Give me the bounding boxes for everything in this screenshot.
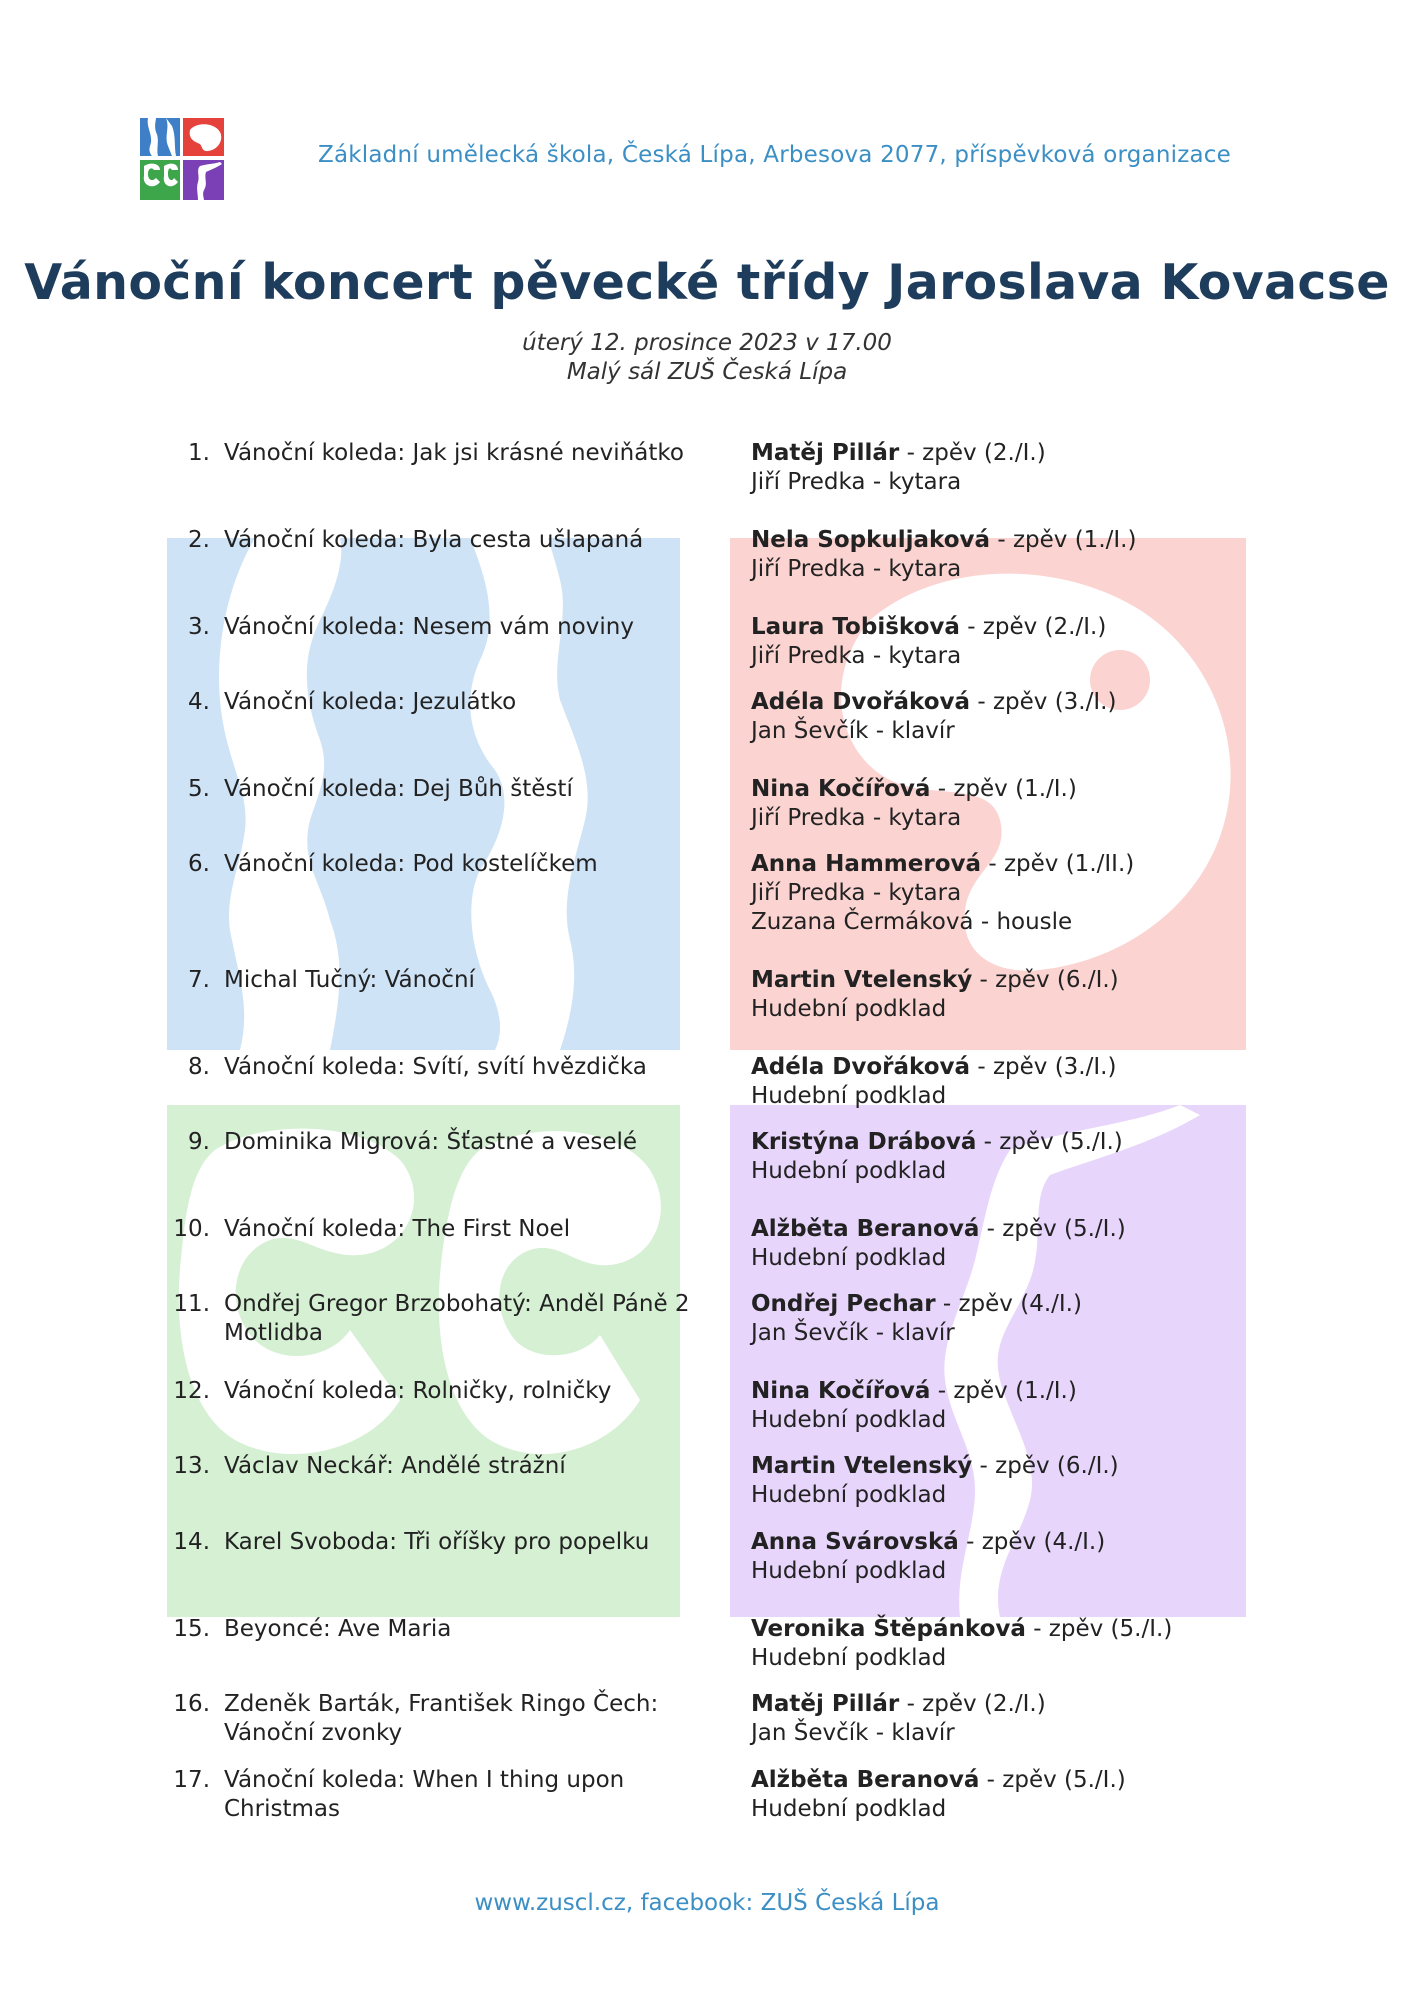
performer-line (751, 1557, 1351, 1586)
program-item-piece: Vánoční koleda: Byla cesta ušlapaná (224, 527, 644, 553)
performer-detail: - zpěv (2./I.) (959, 614, 1107, 640)
performer-line (751, 1244, 1351, 1273)
program-item-piece: Vánoční koleda: Dej Bůh štěstí (224, 776, 573, 802)
performer-detail: Hudební podklad (751, 1158, 947, 1184)
organization-name: Základní umělecká škola, Česká Lípa, Arbesova 2077, příspěvková organizace (318, 142, 1231, 168)
performer-name: Anna Svárovská (751, 1529, 959, 1555)
program-item-performers (751, 1690, 1351, 1748)
program-item-number: 16. (173, 1691, 210, 1717)
performer-line (751, 1719, 1351, 1748)
performer-line (751, 995, 1351, 1024)
program-item-number: 17. (173, 1767, 210, 1793)
program-item-number: 9. (188, 1129, 210, 1155)
performer-detail: Zuzana Čermáková - housle (751, 909, 1073, 935)
program-item-number: 8. (188, 1054, 210, 1080)
performer-line (751, 717, 1351, 746)
performer-detail: - zpěv (1./I.) (990, 527, 1137, 553)
event-datetime: úterý 12. prosince 2023 v 17.00 (522, 330, 892, 356)
program-item-performers (751, 688, 1351, 746)
performer-line (751, 1082, 1351, 1111)
program-item-piece: Vánoční koleda: Jak jsi krásné neviňátko (224, 440, 684, 466)
performer-detail: - zpěv (3./I.) (970, 689, 1117, 715)
program-item-piece: Václav Neckář: Andělé strážní (224, 1453, 566, 1479)
program-item-piece: Vánoční koleda: When I thing upon Christmas (224, 1767, 625, 1822)
performer-name: Martin Vtelenský (751, 967, 973, 993)
program-item-piece: Vánoční koleda: Svítí, svítí hvězdička (224, 1054, 647, 1080)
program-item-performers (751, 1766, 1351, 1824)
program-item-number: 6. (188, 851, 210, 877)
performer-name: Adéla Dvořáková (751, 689, 971, 715)
performer-name: Martin Vtelenský (751, 1453, 973, 1479)
performer-line (751, 1766, 1351, 1795)
performer-name: Matěj Pillár (751, 440, 900, 466)
performer-line (751, 1452, 1351, 1481)
performer-detail: Hudební podklad (751, 1558, 947, 1584)
performer-line (751, 1690, 1351, 1719)
program-item-piece: Vánoční koleda: Jezulátko (224, 689, 517, 715)
program-item-performers (751, 1528, 1351, 1586)
performer-line (751, 613, 1351, 642)
performer-line (751, 966, 1351, 995)
program-item-number: 13. (173, 1453, 210, 1479)
program-item-number: 1. (188, 440, 210, 466)
performer-name: Matěj Pillár (751, 1691, 900, 1717)
program-item-performers (751, 966, 1351, 1024)
performer-line (751, 468, 1351, 497)
program-item-piece: Vánoční koleda: Rolničky, rolničky (224, 1378, 612, 1404)
event-venue: Malý sál ZUŠ Česká Lípa (566, 359, 848, 385)
performer-line (751, 1528, 1351, 1557)
performer-detail: Jan Ševčík - klavír (751, 718, 955, 744)
program-item-piece: Vánoční koleda: The First Noel (224, 1216, 571, 1242)
program-item-performers (751, 1615, 1351, 1673)
performer-detail: Jan Ševčík - klavír (751, 1720, 955, 1746)
performer-line (751, 526, 1351, 555)
performer-name: Nela Sopkuljaková (751, 527, 991, 553)
performer-detail: - zpěv (4./I.) (935, 1291, 1082, 1317)
program-item-performers (751, 526, 1351, 584)
program-item-number: 7. (188, 967, 210, 993)
program-item-performers (751, 1215, 1351, 1273)
performer-detail: - zpěv (5./I.) (979, 1767, 1126, 1793)
performer-detail: - zpěv (1./I.) (930, 1378, 1077, 1404)
performer-line (751, 1481, 1351, 1510)
performer-line (751, 850, 1351, 879)
program-item-performers (751, 1377, 1351, 1435)
program-item-performers (751, 439, 1351, 497)
performer-line (751, 1406, 1351, 1435)
performer-detail: Hudební podklad (751, 1796, 947, 1822)
performer-name: Nina Kočířová (751, 1378, 931, 1404)
performer-line (751, 1215, 1351, 1244)
performer-line (751, 1128, 1351, 1157)
performer-line (751, 439, 1351, 468)
program-item-number: 5. (188, 776, 210, 802)
program-item-performers (751, 775, 1351, 833)
program-item-piece: Dominika Migrová: Šťastné a veselé (224, 1129, 638, 1155)
program-item-performers (751, 1452, 1351, 1510)
performer-name: Adéla Dvořáková (751, 1054, 971, 1080)
performer-line (751, 908, 1351, 937)
performer-detail: Jiří Predka - kytara (751, 880, 962, 906)
performer-line (751, 1319, 1351, 1348)
performer-detail: - zpěv (6./I.) (972, 967, 1119, 993)
page-title: Vánoční koncert pěvecké třídy Jaroslava Kovacse (24, 254, 1390, 311)
performer-detail: - zpěv (1./I.) (930, 776, 1077, 802)
performer-name: Alžběta Beranová (751, 1216, 980, 1242)
school-logo (140, 118, 224, 200)
program-item-performers (751, 1128, 1351, 1186)
footer-links: www.zuscl.cz, facebook: ZUŠ Česká Lípa (474, 1890, 940, 1916)
program-item-piece: Vánoční koleda: Nesem vám noviny (224, 614, 634, 640)
performer-detail: - zpěv (2./I.) (899, 440, 1046, 466)
performer-line (751, 775, 1351, 804)
performer-name: Laura Tobišková (751, 614, 960, 640)
program-item-number: 3. (188, 614, 210, 640)
performer-line (751, 1377, 1351, 1406)
performer-name: Alžběta Beranová (751, 1767, 980, 1793)
performer-line (751, 1157, 1351, 1186)
performer-name: Veronika Štěpánková (751, 1616, 1026, 1642)
performer-detail: Hudební podklad (751, 1645, 947, 1671)
program-item-performers (751, 850, 1351, 937)
performer-line (751, 642, 1351, 671)
program-item-piece: Beyoncé: Ave Maria (224, 1616, 452, 1642)
performer-detail: - zpěv (2./I.) (899, 1691, 1046, 1717)
performer-line (751, 688, 1351, 717)
program-item-piece: Vánoční koleda: Pod kostelíčkem (224, 851, 598, 877)
program-item-performers (751, 1053, 1351, 1111)
performer-detail: - zpěv (3./I.) (970, 1054, 1117, 1080)
performer-detail: Hudební podklad (751, 996, 947, 1022)
performer-line (751, 804, 1351, 833)
performer-detail: - zpěv (1./II.) (981, 851, 1135, 877)
program-item-number: 15. (173, 1616, 210, 1642)
program-item-piece: Karel Svoboda: Tři oříšky pro popelku (224, 1529, 650, 1555)
performer-detail: Jiří Predka - kytara (751, 643, 962, 669)
performer-detail: Hudební podklad (751, 1407, 947, 1433)
performer-line (751, 879, 1351, 908)
performer-detail: Jiří Predka - kytara (751, 556, 962, 582)
program-item-performers (751, 1290, 1351, 1348)
performer-detail: - zpěv (5./I.) (1025, 1616, 1173, 1642)
program-item-piece: Zdeněk Barták, František Ringo Čech: Vánoční zvonky (224, 1691, 659, 1746)
performer-line (751, 1290, 1351, 1319)
performer-detail: Hudební podklad (751, 1482, 947, 1508)
performer-line (751, 555, 1351, 584)
program-item-number: 14. (173, 1529, 210, 1555)
program-item-number: 4. (188, 689, 210, 715)
performer-detail: Hudební podklad (751, 1245, 947, 1271)
performer-line (751, 1053, 1351, 1082)
performer-detail: Jan Ševčík - klavír (751, 1320, 955, 1346)
performer-detail: Hudební podklad (751, 1083, 947, 1109)
performer-name: Kristýna Drábová (751, 1129, 977, 1155)
performer-detail: Jiří Predka - kytara (751, 805, 962, 831)
performer-line (751, 1795, 1351, 1824)
performer-name: Nina Kočířová (751, 776, 931, 802)
performer-detail: - zpěv (6./I.) (972, 1453, 1119, 1479)
program-item-piece: Ondřej Gregor Brzobohatý: Anděl Páně 2 Motlidba (224, 1291, 690, 1346)
program-item-piece: Michal Tučný: Vánoční (224, 967, 475, 993)
program-item-number: 11. (173, 1291, 210, 1317)
performer-detail: - zpěv (5./I.) (976, 1129, 1123, 1155)
performer-line (751, 1615, 1351, 1644)
performer-name: Anna Hammerová (751, 851, 982, 877)
program-item-number: 2. (188, 527, 210, 553)
program-item-performers (751, 613, 1351, 671)
program-item-number: 12. (173, 1378, 210, 1404)
performer-line (751, 1644, 1351, 1673)
performer-detail: Jiří Predka - kytara (751, 469, 962, 495)
performer-detail: - zpěv (5./I.) (979, 1216, 1126, 1242)
program-item-number: 10. (173, 1216, 210, 1242)
performer-name: Ondřej Pechar (751, 1291, 936, 1317)
performer-detail: - zpěv (4./I.) (958, 1529, 1106, 1555)
